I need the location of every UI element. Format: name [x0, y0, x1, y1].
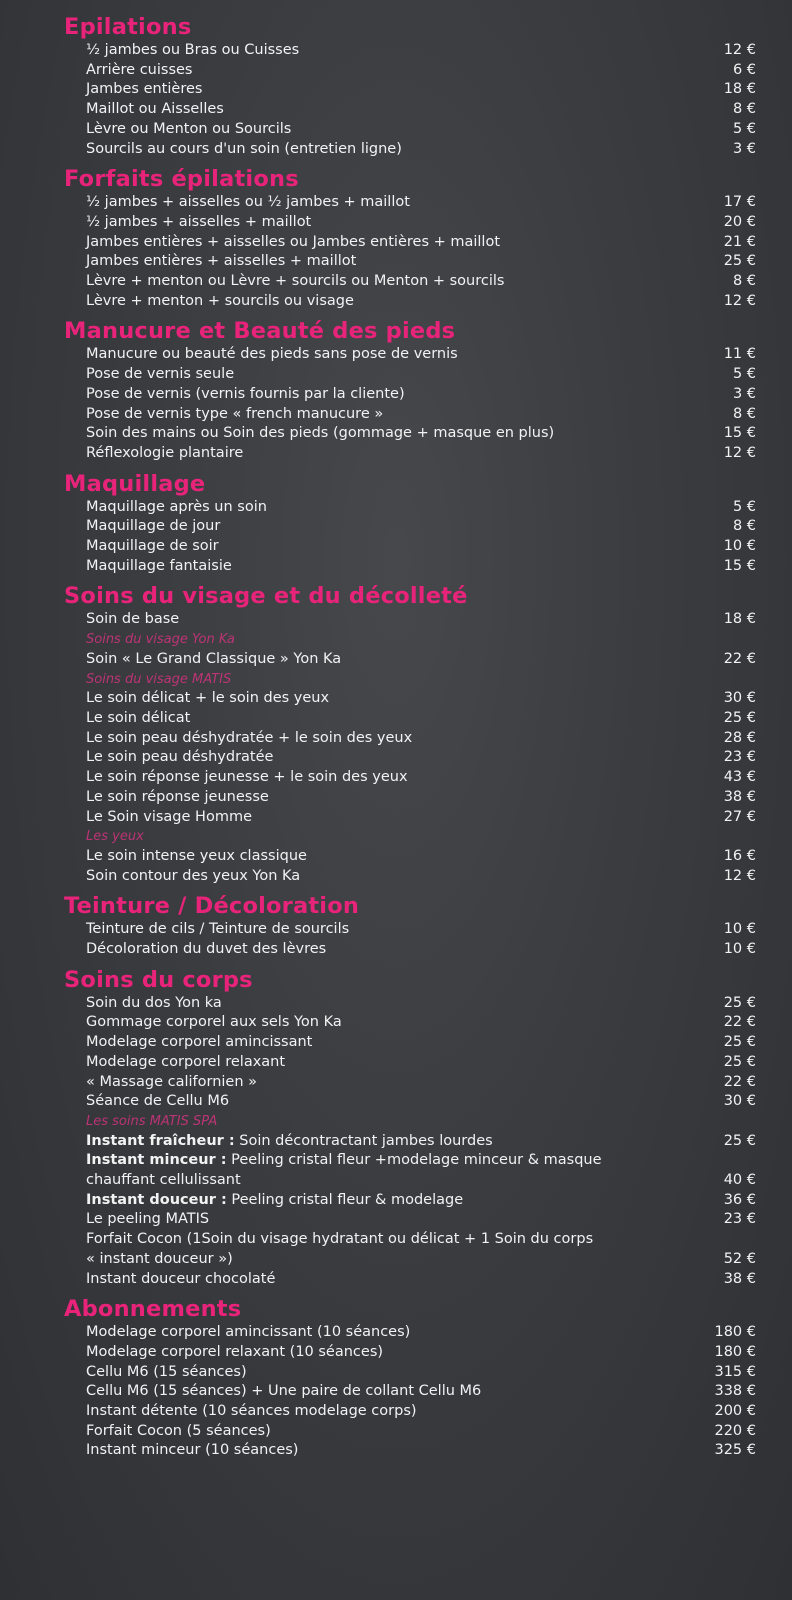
item-label: Pose de vernis seule [86, 366, 235, 383]
item-price: 8 € [732, 101, 756, 118]
item-label-wrapper [86, 867, 300, 887]
item-price: 12 € [723, 867, 756, 884]
item-price: 12 € [723, 42, 756, 58]
item-label-wrapper [86, 272, 504, 292]
price-row [86, 498, 756, 518]
item-label: Le soin délicat [86, 709, 191, 726]
price-row [86, 292, 756, 312]
item-price: 17 € [723, 194, 756, 211]
section-7 [64, 1296, 756, 1461]
item-label: Modelage corporel relaxant [86, 1053, 286, 1070]
item-label-wrapper [86, 1363, 247, 1383]
section-3 [64, 471, 756, 577]
item-label-wrapper [86, 120, 291, 140]
item-label-wrapper [86, 292, 354, 312]
price-row [86, 345, 756, 365]
section-title: Soins du visage et du décolleté [64, 583, 468, 610]
item-label-wrapper [86, 444, 243, 464]
price-row [86, 1323, 756, 1343]
item-label: Maquillage de jour [86, 518, 221, 535]
item-label-wrapper [86, 650, 341, 670]
item-label: Pose de vernis (vernis fournis par la cliente) [86, 385, 405, 402]
item-label: Séance de Cellu M6 [86, 1093, 230, 1110]
price-row [86, 140, 756, 160]
item-price: 200 € [714, 1403, 756, 1420]
item-price: 18 € [723, 611, 756, 628]
item-label: Cellu M6 (15 séances) + Une paire de collant Cellu M6 [86, 1383, 482, 1400]
price-row [86, 213, 756, 233]
price-row [86, 808, 756, 828]
item-price: 25 € [723, 253, 756, 270]
item-price: 52 € [723, 1250, 756, 1267]
price-row [86, 272, 756, 292]
price-row [86, 768, 756, 788]
item-label: Instant minceur (10 séances) [86, 1442, 299, 1459]
price-row [86, 847, 756, 867]
item-label-wrapper [86, 385, 405, 405]
item-label-wrapper [86, 788, 269, 808]
item-label: Le peeling MATIS [86, 1211, 210, 1228]
item-label-wrapper [86, 847, 307, 867]
item-label-wrapper [86, 537, 219, 557]
item-label: Manucure ou beauté des pieds sans pose de vernis [86, 346, 458, 363]
item-price: 25 € [723, 994, 756, 1011]
price-row [86, 709, 756, 729]
item-label: Jambes entières + aisselles + maillot [86, 253, 357, 270]
item-label: Jambes entières [86, 81, 203, 98]
item-label: Soin « Le Grand Classique » Yon Ka [86, 650, 342, 667]
item-price: 22 € [723, 1014, 756, 1031]
item-label-wrapper [86, 610, 179, 630]
price-row [86, 1191, 756, 1211]
price-row [86, 1073, 756, 1093]
item-label-wrapper [86, 213, 311, 233]
item-price: 10 € [723, 538, 756, 555]
item-label-wrapper [86, 1230, 716, 1269]
item-label: « Massage californien » [86, 1073, 258, 1090]
item-price: 15 € [723, 557, 756, 574]
item-label: Teinture de cils / Teinture de sourcils [86, 921, 350, 938]
item-label-wrapper [86, 1053, 285, 1073]
item-price: 15 € [723, 425, 756, 442]
price-row [86, 1210, 756, 1230]
item-price: 12 € [723, 292, 756, 309]
price-row [86, 61, 756, 81]
section-5 [64, 893, 756, 959]
item-price: 16 € [723, 847, 756, 864]
price-row [86, 385, 756, 405]
item-price: 22 € [723, 1073, 756, 1090]
price-row [86, 940, 756, 960]
section-items [86, 345, 756, 463]
item-label-wrapper [86, 1073, 257, 1093]
price-row [86, 1230, 756, 1269]
price-row [86, 1151, 756, 1190]
item-label-wrapper [86, 498, 267, 518]
price-row [86, 100, 756, 120]
item-price: 11 € [723, 346, 756, 363]
item-label-wrapper [86, 365, 234, 385]
item-price: 27 € [723, 808, 756, 825]
item-label: Peeling cristal fleur & modelage [231, 1191, 464, 1208]
price-row [86, 120, 756, 140]
item-label-wrapper [86, 1402, 417, 1422]
item-label-wrapper [86, 405, 383, 425]
item-price: 21 € [723, 233, 756, 250]
item-price: 25 € [723, 1132, 756, 1149]
price-row [86, 41, 756, 61]
item-label-wrapper [86, 1270, 275, 1290]
section-items [86, 1323, 756, 1461]
section-1 [64, 166, 756, 311]
item-label: Lèvre + menton + sourcils ou visage [86, 292, 354, 309]
item-price: 12 € [723, 444, 756, 461]
section-6 [64, 967, 756, 1290]
item-price: 8 € [732, 518, 756, 535]
item-label: Maquillage fantaisie [86, 557, 232, 574]
item-label: Instant détente (10 séances modelage corps) [86, 1403, 417, 1420]
item-label-wrapper [86, 729, 412, 749]
section-0 [64, 14, 756, 159]
price-row [86, 689, 756, 709]
item-label-wrapper [86, 768, 408, 788]
item-price: 28 € [723, 729, 756, 746]
item-label-wrapper [86, 345, 458, 365]
item-label-wrapper [86, 252, 356, 272]
item-label: Décoloration du duvet des lèvres [86, 941, 327, 958]
section-items [86, 193, 756, 311]
price-row [86, 1343, 756, 1363]
price-row [86, 1053, 756, 1073]
item-price: 220 € [714, 1422, 756, 1439]
item-label-wrapper [86, 1441, 298, 1461]
section-items [86, 920, 756, 959]
price-row [86, 748, 756, 768]
price-row [86, 193, 756, 213]
item-label-wrapper [86, 748, 273, 768]
price-row [86, 729, 756, 749]
item-price: 180 € [714, 1343, 756, 1360]
item-label-wrapper [86, 920, 349, 940]
price-row [86, 1013, 756, 1033]
section-title: Forfaits épilations [64, 166, 299, 193]
item-label: ½ jambes + aisselles + maillot [86, 213, 312, 230]
item-label-wrapper [86, 1132, 493, 1152]
item-label: Le soin délicat + le soin des yeux [86, 690, 330, 707]
item-label: Réflexologie plantaire [86, 444, 244, 461]
item-label: Maillot ou Aisselles [86, 101, 224, 118]
item-label: Sourcils au cours d'un soin (entretien ligne) [86, 140, 402, 157]
item-price: 40 € [723, 1172, 756, 1189]
item-price: 180 € [714, 1324, 756, 1341]
price-row [86, 1363, 756, 1383]
item-price: 315 € [714, 1363, 756, 1380]
item-price: 38 € [723, 788, 756, 805]
section-title: Teinture / Décoloration [64, 893, 360, 920]
item-label-wrapper [86, 193, 410, 213]
item-label: Maquillage après un soin [86, 498, 267, 515]
item-label-wrapper [86, 41, 299, 61]
subsection-heading: Soins du visage Yon Ka [86, 632, 235, 648]
item-price: 5 € [732, 120, 756, 137]
item-label-wrapper [86, 1323, 410, 1343]
item-label-wrapper [86, 100, 224, 120]
item-price: 8 € [732, 273, 756, 290]
item-price: 338 € [714, 1383, 756, 1400]
item-price: 8 € [732, 405, 756, 422]
item-price: 30 € [723, 1093, 756, 1110]
item-label: Modelage corporel relaxant (10 séances) [86, 1343, 384, 1360]
item-price: 5 € [732, 366, 756, 383]
item-label: Soin décontractant jambes lourdes [239, 1132, 493, 1149]
item-name-bold: Instant minceur : [86, 1152, 227, 1169]
price-row [86, 1422, 756, 1442]
item-label-wrapper [86, 1092, 229, 1112]
item-label: Soin contour des yeux Yon Ka [86, 867, 301, 884]
item-name-bold: Instant fraîcheur : [86, 1132, 235, 1149]
item-label-wrapper [86, 689, 329, 709]
section-items [86, 610, 756, 886]
item-label-wrapper [86, 1013, 342, 1033]
item-label: Instant douceur chocolaté [86, 1270, 276, 1287]
item-price: 20 € [723, 213, 756, 230]
item-label-wrapper [86, 517, 220, 537]
item-label-wrapper [86, 1343, 383, 1363]
price-row [86, 1441, 756, 1461]
item-label: Le soin peau déshydratée + le soin des yeux [86, 729, 413, 746]
item-label: Le Soin visage Homme [86, 808, 252, 825]
item-label: Le soin réponse jeunesse [86, 788, 269, 805]
subsection-heading: Les soins MATIS SPA [86, 1113, 218, 1129]
item-price: 5 € [732, 498, 756, 515]
subsection-heading: Les yeux [86, 829, 144, 845]
section-title: Maquillage [64, 470, 206, 497]
item-price: 22 € [723, 650, 756, 667]
price-row [86, 365, 756, 385]
item-price: 30 € [723, 690, 756, 707]
item-label: Soin des mains ou Soin des pieds (gommage + masque en plus) [86, 425, 555, 442]
item-label-wrapper [86, 994, 222, 1014]
item-label: Arrière cuisses [86, 61, 193, 78]
item-label-wrapper [86, 1033, 312, 1053]
section-title: Abonnements [64, 1296, 242, 1323]
item-label-wrapper [86, 1382, 481, 1402]
item-price: 3 € [732, 385, 756, 402]
item-label-wrapper [86, 808, 252, 828]
item-label: Forfait Cocon (1Soin du visage hydratant ou délicat + 1 Soin du corps « instant douceur ») [86, 1231, 594, 1267]
item-label: Soin du dos Yon ka [86, 994, 222, 1011]
price-row [86, 650, 756, 670]
item-label: Modelage corporel amincissant (10 séances) [86, 1324, 411, 1341]
item-label-wrapper [86, 709, 190, 729]
price-row [86, 405, 756, 425]
item-label-wrapper [86, 80, 202, 100]
item-label-wrapper [86, 1191, 463, 1211]
item-price: 10 € [723, 941, 756, 958]
price-row [86, 424, 756, 444]
item-label-wrapper [86, 1210, 209, 1230]
price-row [86, 517, 756, 537]
item-label-wrapper [86, 1151, 716, 1190]
item-label: Peeling cristal fleur +modelage minceur & masque chauffant cellulissant [86, 1152, 602, 1189]
price-row [86, 610, 756, 630]
section-items [86, 498, 756, 577]
item-price: 3 € [732, 140, 756, 157]
section-2 [64, 318, 756, 463]
section-items [86, 41, 756, 159]
item-price: 10 € [723, 921, 756, 938]
price-row [86, 252, 756, 272]
subsection-heading: Soins du visage MATIS [86, 671, 232, 687]
item-label: Cellu M6 (15 séances) [86, 1363, 247, 1380]
price-row [86, 1132, 756, 1152]
item-label: Le soin intense yeux classique [86, 847, 307, 864]
item-label: Gommage corporel aux sels Yon Ka [86, 1014, 342, 1031]
section-title: Manucure et Beauté des pieds [64, 318, 456, 345]
item-label: Pose de vernis type « french manucure » [86, 405, 384, 422]
item-label: Le soin réponse jeunesse + le soin des yeux [86, 769, 408, 786]
item-label-wrapper [86, 1422, 271, 1442]
item-price: 25 € [723, 709, 756, 726]
item-label: Soin de base [86, 611, 180, 628]
price-row [86, 233, 756, 253]
item-price: 18 € [723, 81, 756, 98]
item-price: 25 € [723, 1053, 756, 1070]
price-row [86, 1033, 756, 1053]
price-row [86, 1402, 756, 1422]
item-price: 23 € [723, 749, 756, 766]
item-label-wrapper [86, 61, 192, 81]
section-title: Epilations [64, 14, 192, 40]
item-price: 36 € [723, 1191, 756, 1208]
price-row [86, 867, 756, 887]
price-row [86, 537, 756, 557]
item-label-wrapper [86, 940, 326, 960]
price-row [86, 557, 756, 577]
item-label: Jambes entières + aisselles ou Jambes entières + maillot [86, 233, 501, 250]
item-label-wrapper [86, 557, 232, 577]
section-4 [64, 583, 756, 886]
item-label-wrapper [86, 140, 402, 160]
price-row [86, 444, 756, 464]
item-label: Modelage corporel amincissant [86, 1034, 313, 1051]
price-row [86, 1382, 756, 1402]
item-label-wrapper [86, 424, 554, 444]
section-title: Soins du corps [64, 966, 253, 993]
item-label: Lèvre ou Menton ou Sourcils [86, 120, 292, 137]
item-label: ½ jambes + aisselles ou ½ jambes + maillot [86, 194, 410, 211]
section-items [86, 994, 756, 1290]
item-label: Lèvre + menton ou Lèvre + sourcils ou Menton + sourcils [86, 273, 505, 290]
item-label-wrapper [86, 233, 500, 253]
item-label: Forfait Cocon (5 séances) [86, 1422, 271, 1439]
item-label: ½ jambes ou Bras ou Cuisses [86, 42, 300, 58]
price-row [86, 920, 756, 940]
price-row [86, 788, 756, 808]
item-price: 6 € [732, 61, 756, 78]
item-name-bold: Instant douceur : [86, 1191, 227, 1208]
item-price: 38 € [723, 1270, 756, 1287]
price-row [86, 1270, 756, 1290]
item-price: 325 € [714, 1442, 756, 1459]
price-row [86, 80, 756, 100]
item-label: Maquillage de soir [86, 538, 219, 555]
price-row [86, 1092, 756, 1112]
item-price: 25 € [723, 1034, 756, 1051]
item-price: 43 € [723, 769, 756, 786]
item-label: Le soin peau déshydratée [86, 749, 274, 766]
price-row [86, 994, 756, 1014]
item-price: 23 € [723, 1211, 756, 1228]
